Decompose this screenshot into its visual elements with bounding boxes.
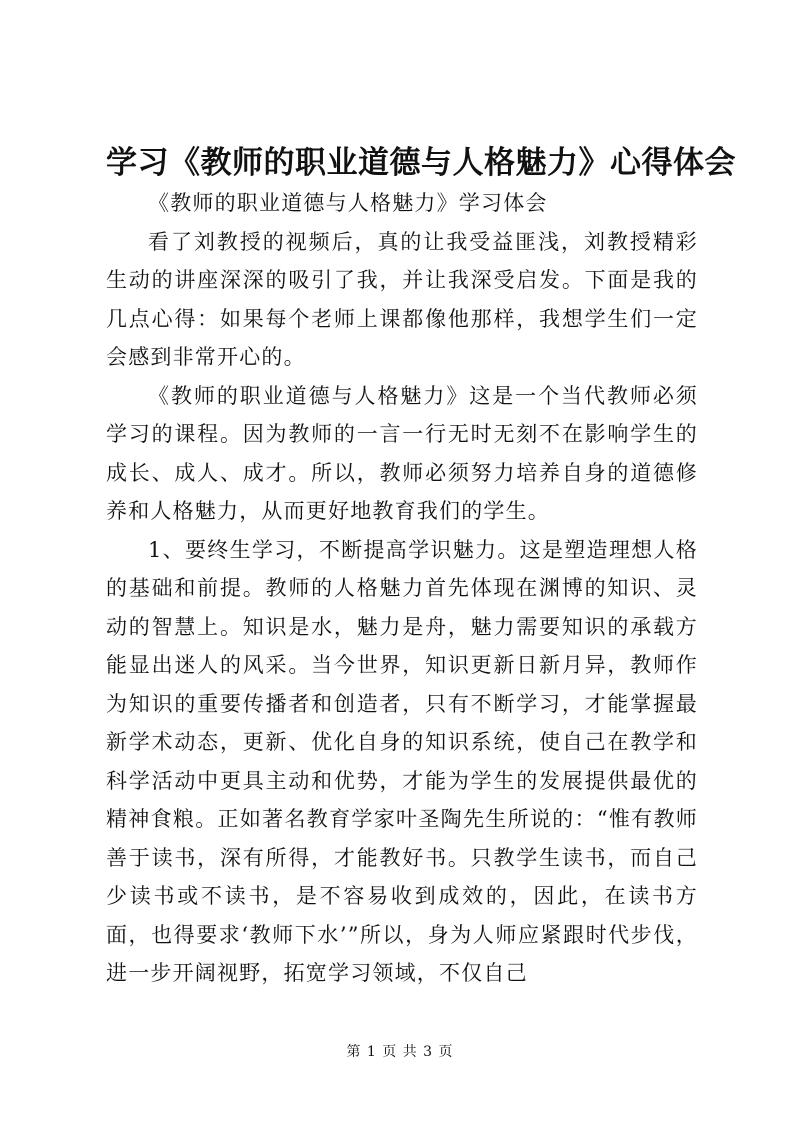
paragraph-intro: 看了刘教授的视频后，真的让我受益匪浅，刘教授精彩生动的讲座深深的吸引了我，并让我深受启发。下面是我的几点心得：如果每个老师上课都像他那样，我想学生们一定会感到非常开心的。 <box>106 229 698 369</box>
paragraph-point-1: 1、要终生学习，不断提高学识魅力。这是塑造理想人格的基础和前提。教师的人格魅力首先体现在渊博的知识、灵动的智慧上。知识是水，魅力是舟，魅力需要知识的承载方能显出迷人的风采。当今世界，知识更新日新月异，教师作为知识的重要传播者和创造者，只有不断学习，才能掌握最新学术动态，更新、优化自身的知识系统，使自己在教学和科学活动中更具主动和优势，才能为学生的发展提供最优的精神食粮。正如著名教育学家叶圣陶先生所说的：“惟有教师善于读书，深有所得，才能教好书。只教学生读书，而自己少读书或不读书，是不容易收到成效的，因此，在读书方面，也得要求‘教师下水’”所以，身为人师应紧跟时代步伐，进一步开阔视野，拓宽学习领域，不仅自己 <box>106 537 698 985</box>
paragraph-course: 《教师的职业道德与人格魅力》这是一个当代教师必须学习的课程。因为教师的一言一行无时无刻不在影响学生的成长、成人、成才。所以，教师必须努力培养自身的道德修养和人格魅力，从而更好地教育我们的学生。 <box>106 383 698 523</box>
document-title: 学习《教师的职业道德与人格魅力》心得体会 <box>106 145 736 181</box>
subtitle-paragraph: 《教师的职业道德与人格魅力》学习体会 <box>148 191 548 215</box>
document-body <box>106 184 698 993</box>
page-footer: 第 1 页 共 3 页 <box>346 1044 454 1060</box>
